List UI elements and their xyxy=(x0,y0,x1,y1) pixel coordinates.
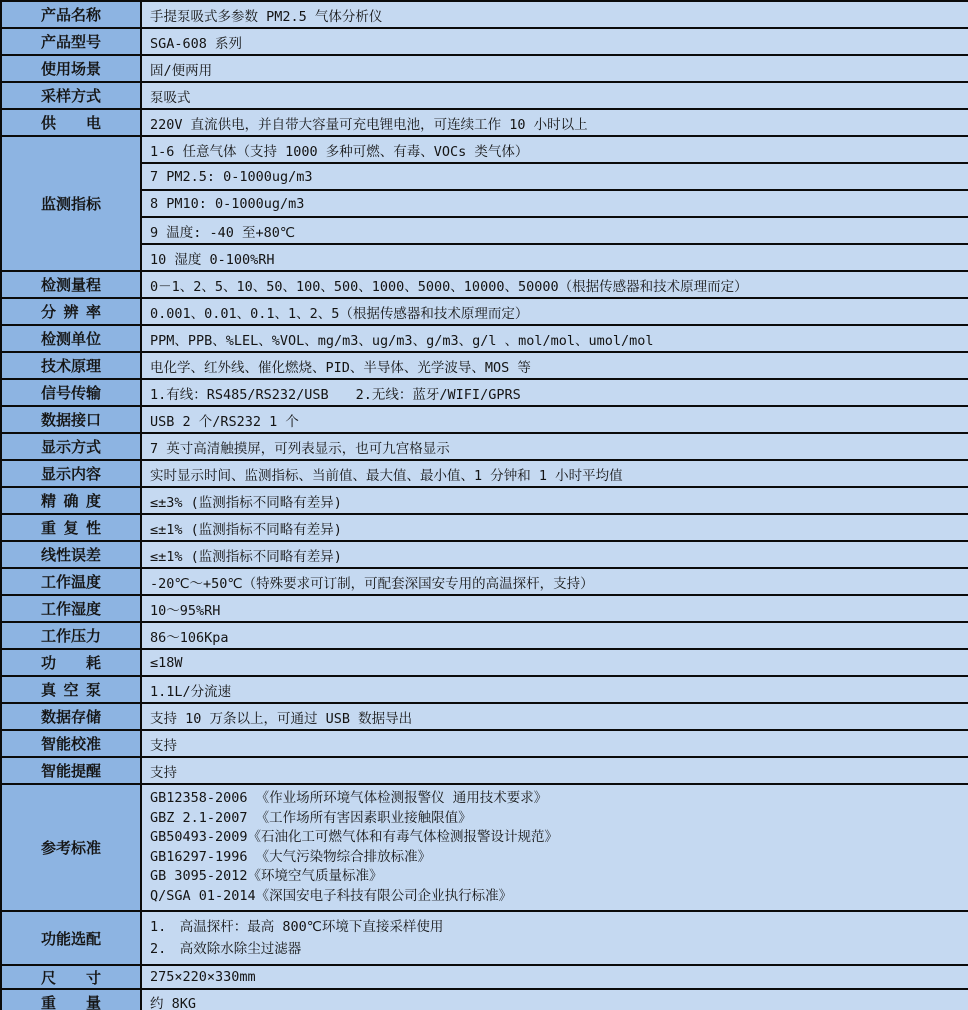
spec-value-line: GB50493-2009《石油化工可燃气体和有毒气体检测报警设计规范》 xyxy=(150,829,559,845)
spec-value: 手提泵吸式多参数 PM2.5 气体分析仪 xyxy=(141,1,968,28)
spec-label-text: 真空泵 xyxy=(41,682,101,699)
spec-label xyxy=(1,352,141,379)
spec-value-line: 1. 高温探杆：最高 800℃环境下直接采样使用 xyxy=(150,919,444,935)
row-display-mode xyxy=(1,433,968,460)
spec-label-text: 线性误差 xyxy=(41,547,102,564)
spec-subvalue: 8 PM10: 0-1000ug/m3 xyxy=(141,190,968,217)
spec-label xyxy=(1,622,141,649)
spec-subvalue: 7 PM2.5: 0-1000ug/m3 xyxy=(141,163,968,190)
spec-label xyxy=(1,595,141,622)
row-reference-standards xyxy=(1,784,968,911)
spec-label-text: 智能校准 xyxy=(41,736,102,753)
spec-value: USB 2 个/RS232 1 个 xyxy=(141,406,968,433)
spec-value: 1.有线：RS485/RS232/USB 2.无线：蓝牙/WIFI/GPRS xyxy=(141,379,968,406)
row-accuracy xyxy=(1,487,968,514)
spec-label-text: 检测单位 xyxy=(41,331,102,348)
spec-label xyxy=(1,379,141,406)
spec-value: 泵吸式 xyxy=(141,82,968,109)
row-monitoring-indicators-4 xyxy=(1,217,968,244)
row-power-consumption xyxy=(1,649,968,676)
spec-label-text: 分辨率 xyxy=(41,304,101,321)
spec-label xyxy=(1,757,141,784)
spec-value: 10～95%RH xyxy=(141,595,968,622)
row-working-pressure xyxy=(1,622,968,649)
spec-label xyxy=(1,82,141,109)
spec-value: 固/便两用 xyxy=(141,55,968,82)
spec-label-text: 尺寸 xyxy=(41,969,101,987)
spec-value: 220V 直流供电，并自带大容量可充电锂电池，可连续工作 10 小时以上 xyxy=(141,109,968,136)
spec-value: 约 8KG xyxy=(141,989,968,1010)
spec-label-text: 技术原理 xyxy=(41,358,102,375)
spec-value-line: Q/SGA 01-2014《深国安电子科技有限公司企业执行标准》 xyxy=(150,887,513,904)
spec-value: 0－1、2、5、10、50、100、500、1000、5000、10000、50000（根据传感器和技术原理而定） xyxy=(141,271,968,298)
spec-subvalue: 1-6 任意气体（支持 1000 多种可燃、有毒、VOCs 类气体） xyxy=(141,136,968,163)
row-sampling-method xyxy=(1,82,968,109)
row-optional-functions xyxy=(1,911,968,965)
row-dimensions xyxy=(1,965,968,989)
spec-value: ≤±1% (监测指标不同略有差异) xyxy=(141,541,968,568)
row-display-content xyxy=(1,460,968,487)
spec-label-text: 信号传输 xyxy=(41,385,102,402)
spec-value: 实时显示时间、监测指标、当前值、最大值、最小值、1 分钟和 1 小时平均值 xyxy=(141,460,968,487)
row-working-humidity xyxy=(1,595,968,622)
spec-label-text: 功能选配 xyxy=(41,930,102,948)
spec-value: 支持 xyxy=(141,730,968,757)
spec-value: 支持 10 万条以上，可通过 USB 数据导出 xyxy=(141,703,968,730)
spec-label-text: 供电 xyxy=(41,115,101,132)
row-model xyxy=(1,28,968,55)
spec-label xyxy=(1,460,141,487)
row-technical-principle xyxy=(1,352,968,379)
spec-value: ≤18W xyxy=(141,649,968,676)
spec-value: 86～106Kpa xyxy=(141,622,968,649)
spec-label-text: 重量 xyxy=(41,994,101,1010)
row-linearity-error xyxy=(1,541,968,568)
spec-value: PPM、PPB、%LEL、%VOL、mg/m3、ug/m3、g/m3、g/l 、mol/mol、umol/mol xyxy=(141,325,968,352)
row-smart-calibration xyxy=(1,730,968,757)
spec-value xyxy=(141,784,968,911)
spec-value: 7 英寸高清触摸屏，可列表显示，也可九宫格显示 xyxy=(141,433,968,460)
spec-label-text: 精确度 xyxy=(41,493,101,510)
spec-label-text: 显示方式 xyxy=(41,439,102,456)
spec-value-line: 2. 高效除水除尘过滤器 xyxy=(150,941,302,957)
spec-label-text: 工作压力 xyxy=(41,628,102,645)
spec-label-text: 产品型号 xyxy=(41,34,102,51)
row-monitoring-indicators-2 xyxy=(1,163,968,190)
spec-label xyxy=(1,514,141,541)
spec-label-text: 功耗 xyxy=(41,655,101,672)
spec-value-line: GB16297-1996 《大气污染物综合排放标准》 xyxy=(150,848,432,865)
spec-label-text: 监测指标 xyxy=(41,196,102,213)
spec-label-text: 产品名称 xyxy=(41,7,102,24)
spec-label-text: 数据存储 xyxy=(41,709,102,726)
spec-label xyxy=(1,1,141,28)
spec-label-text: 参考标准 xyxy=(41,840,102,857)
spec-label xyxy=(1,487,141,514)
row-repeatability xyxy=(1,514,968,541)
row-usage-scene xyxy=(1,55,968,82)
spec-value: 支持 xyxy=(141,757,968,784)
spec-label-text: 工作湿度 xyxy=(41,601,102,618)
spec-label xyxy=(1,433,141,460)
spec-label xyxy=(1,541,141,568)
spec-value: 275×220×330mm xyxy=(141,965,968,989)
spec-label-text: 显示内容 xyxy=(41,466,102,483)
spec-value-line: GB 3095-2012《环境空气质量标准》 xyxy=(150,868,383,884)
spec-label xyxy=(1,568,141,595)
spec-label xyxy=(1,298,141,325)
spec-label xyxy=(1,406,141,433)
spec-value: ≤±3% (监测指标不同略有差异) xyxy=(141,487,968,514)
spec-label xyxy=(1,676,141,703)
spec-subvalue: 9 温度: -40 至+80℃ xyxy=(141,217,968,244)
spec-label xyxy=(1,784,141,911)
spec-label xyxy=(1,325,141,352)
spec-label xyxy=(1,911,141,965)
spec-label-text: 检测量程 xyxy=(41,277,102,294)
spec-value-line: GB12358-2006 《作业场所环境气体检测报警仪 通用技术要求》 xyxy=(150,790,548,806)
row-weight xyxy=(1,989,968,1010)
spec-label xyxy=(1,703,141,730)
spec-label-text: 智能提醒 xyxy=(41,763,102,780)
spec-label-text: 重复性 xyxy=(41,520,101,537)
row-working-temperature xyxy=(1,568,968,595)
row-monitoring-indicators xyxy=(1,136,968,163)
row-detection-range xyxy=(1,271,968,298)
spec-value: SGA-608 系列 xyxy=(141,28,968,55)
row-data-storage xyxy=(1,703,968,730)
row-vacuum-pump xyxy=(1,676,968,703)
row-data-interface xyxy=(1,406,968,433)
row-monitoring-indicators-5 xyxy=(1,244,968,271)
spec-label xyxy=(1,271,141,298)
spec-label-text: 工作温度 xyxy=(41,574,102,591)
spec-label xyxy=(1,649,141,676)
spec-label xyxy=(1,55,141,82)
row-monitoring-indicators-3 xyxy=(1,190,968,217)
spec-label xyxy=(1,730,141,757)
spec-label xyxy=(1,28,141,55)
spec-label-text: 采样方式 xyxy=(41,88,102,105)
row-signal-transmission xyxy=(1,379,968,406)
spec-label xyxy=(1,989,141,1010)
spec-value: 0.001、0.01、0.1、1、2、5（根据传感器和技术原理而定） xyxy=(141,298,968,325)
spec-value-line: GBZ 2.1-2007 《工作场所有害因素职业接触限值》 xyxy=(150,809,472,826)
spec-value: 电化学、红外线、催化燃烧、PID、半导体、光学波导、MOS 等 xyxy=(141,352,968,379)
row-power-supply xyxy=(1,109,968,136)
row-product-name xyxy=(1,1,968,28)
row-resolution xyxy=(1,298,968,325)
spec-value: -20℃～+50℃（特殊要求可订制，可配套深国安专用的高温探杆，支持） xyxy=(141,568,968,595)
spec-value: 1.1L/分流速 xyxy=(141,676,968,703)
spec-label-text: 数据接口 xyxy=(41,412,102,429)
spec-value: ≤±1% (监测指标不同略有差异) xyxy=(141,514,968,541)
spec-label xyxy=(1,109,141,136)
row-smart-reminder xyxy=(1,757,968,784)
spec-label xyxy=(1,965,141,989)
row-detection-unit xyxy=(1,325,968,352)
spec-subvalue: 10 湿度 0-100%RH xyxy=(141,244,968,271)
spec-label-text: 使用场景 xyxy=(41,61,102,78)
spec-label xyxy=(1,136,141,271)
spec-value xyxy=(141,911,968,965)
